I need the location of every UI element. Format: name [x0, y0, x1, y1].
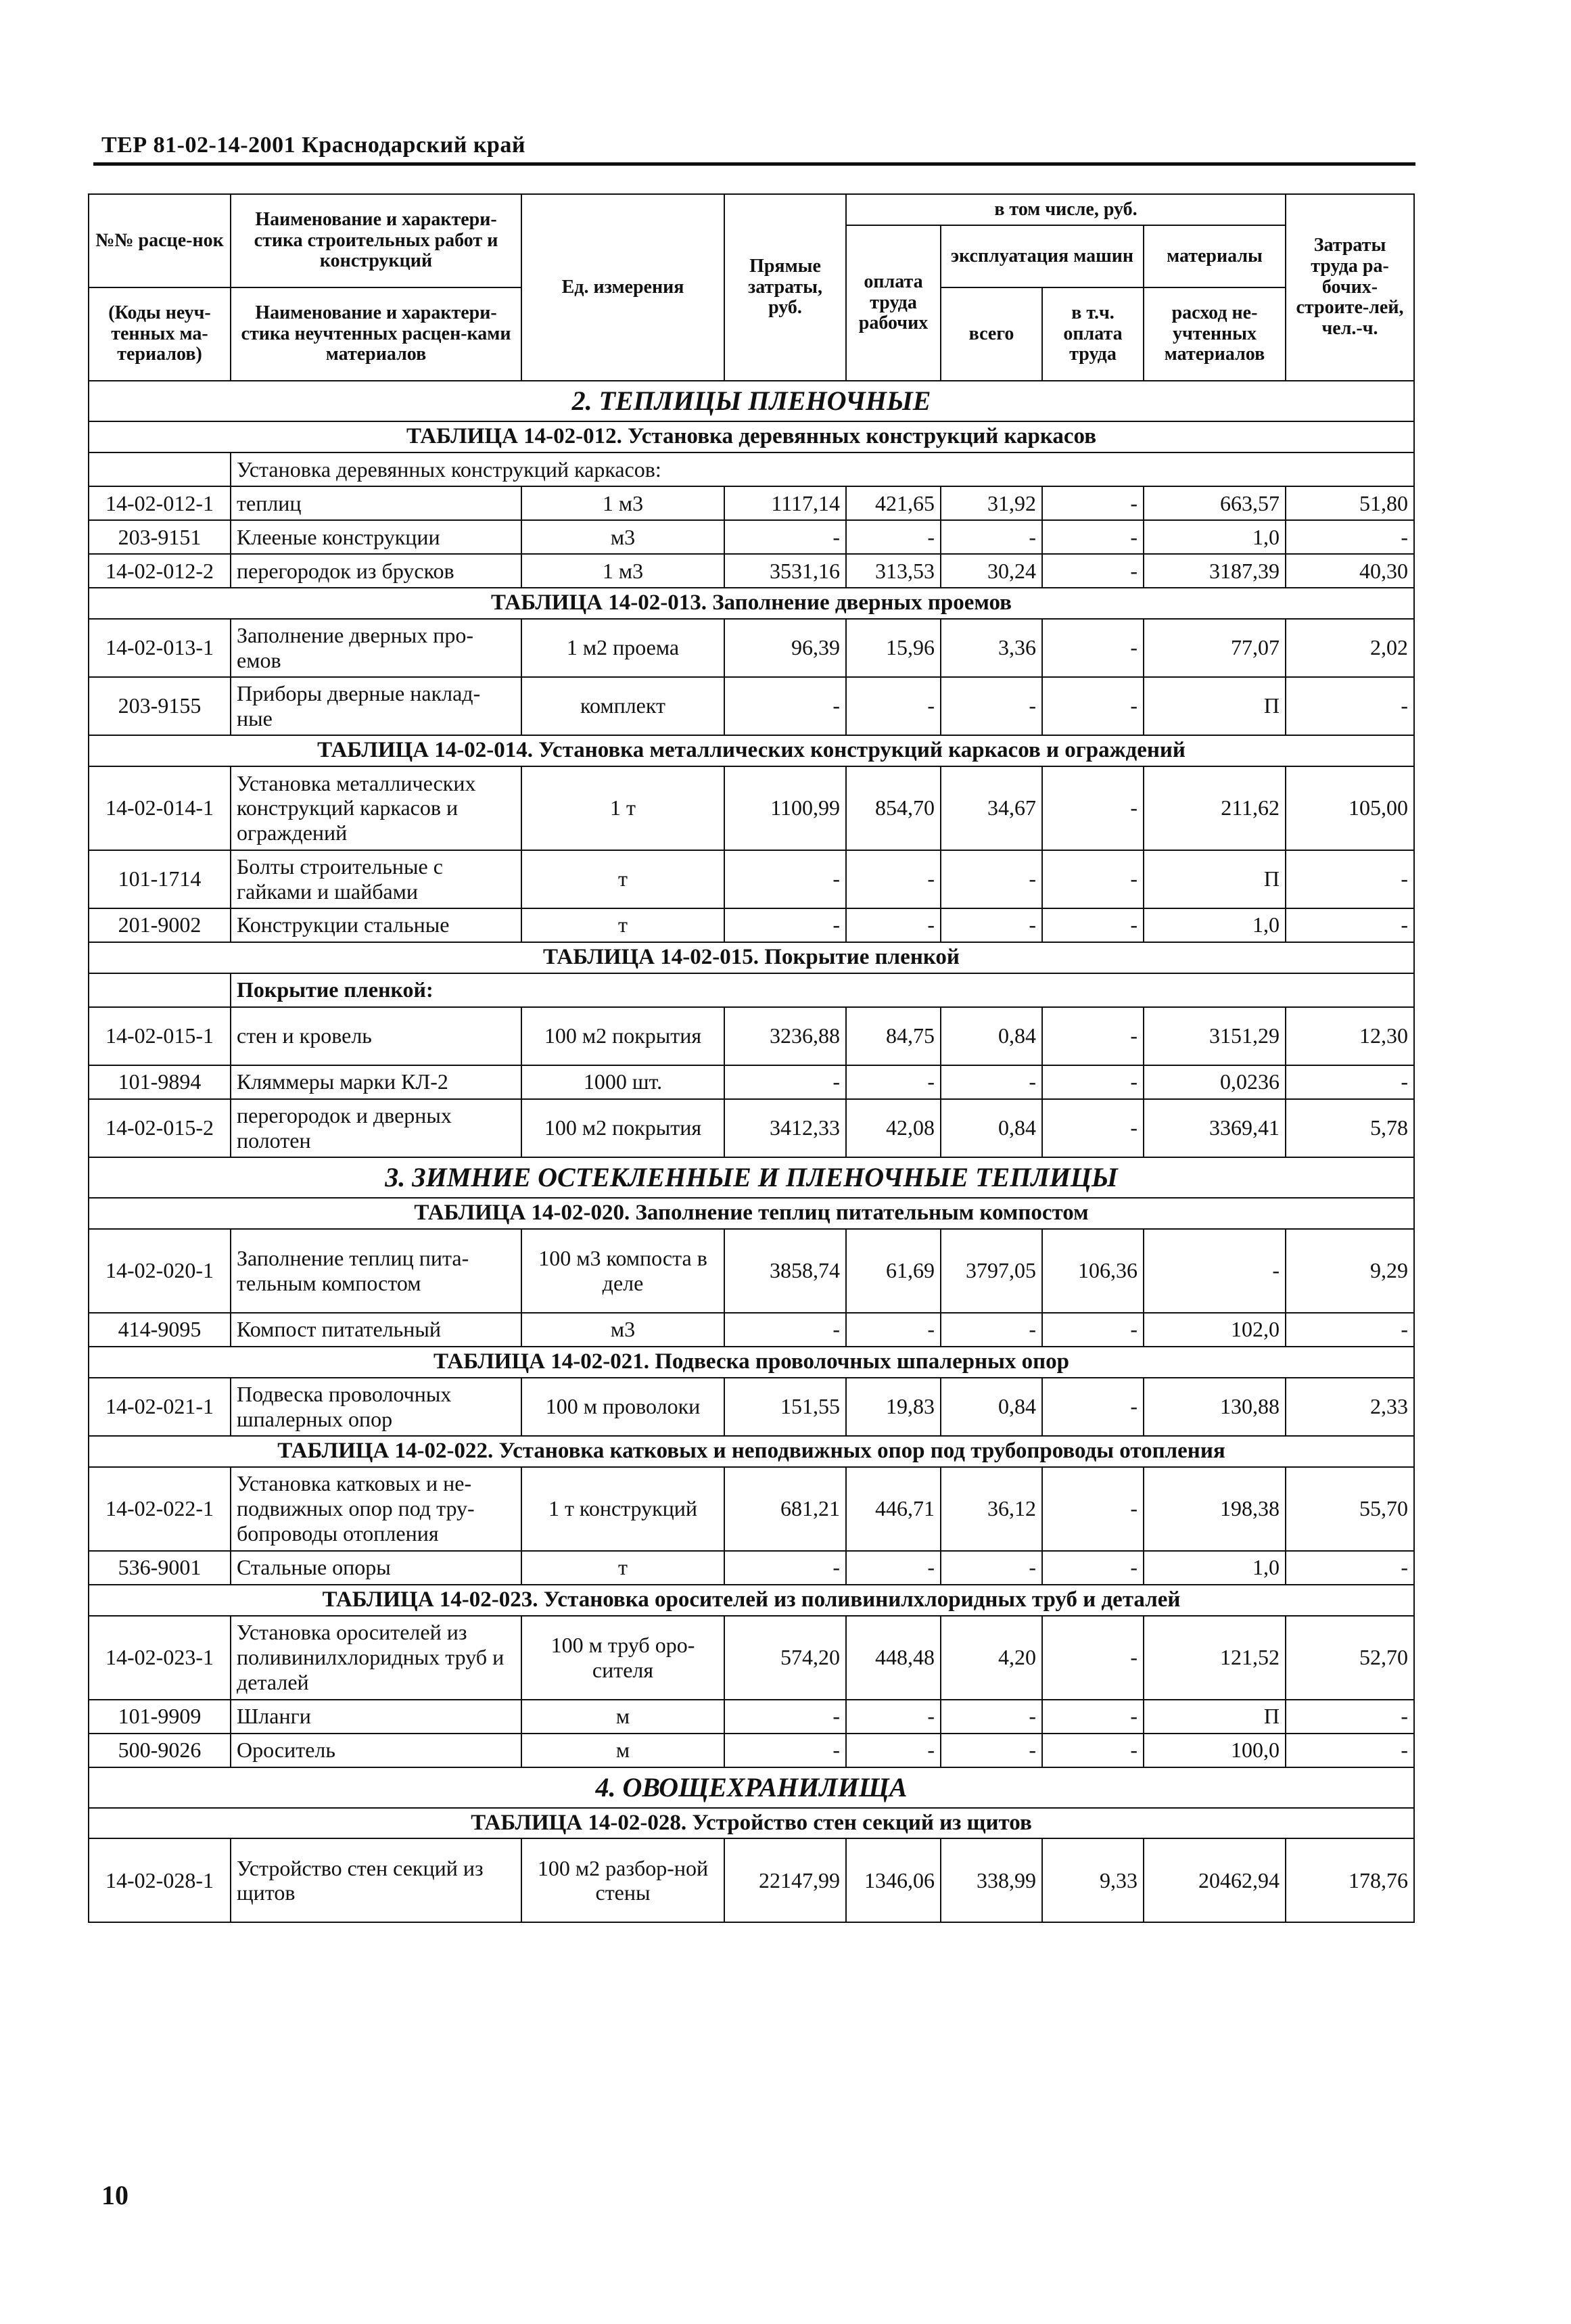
materials-costs: П — [1144, 677, 1286, 735]
table-title-row — [89, 942, 1414, 973]
machine-wage-costs: - — [1042, 677, 1144, 735]
labor-costs: 2,33 — [1286, 1378, 1414, 1436]
wage-costs: - — [846, 1700, 941, 1734]
price-table — [88, 193, 1415, 1923]
direct-costs: 574,20 — [724, 1616, 846, 1700]
table-title-row — [89, 1808, 1414, 1839]
machine-wage-costs: - — [1042, 1467, 1144, 1551]
header-name-top: Наименование и характери-стика строительных работ и конструкций — [231, 194, 521, 287]
rate-code: 500-9026 — [89, 1734, 231, 1767]
materials-costs: 211,62 — [1144, 766, 1286, 850]
unit-of-measure: 100 м проволоки — [521, 1378, 724, 1436]
machine-costs: - — [941, 1700, 1042, 1734]
machine-wage-costs: - — [1042, 486, 1144, 520]
rate-code: 14-02-015-1 — [89, 1007, 231, 1065]
table-row — [89, 1313, 1414, 1347]
labor-costs: 105,00 — [1286, 766, 1414, 850]
labor-costs: 52,70 — [1286, 1616, 1414, 1700]
machine-costs: - — [941, 1551, 1042, 1585]
work-name: Болты строительные с гайками и шайбами — [231, 850, 521, 908]
unit-of-measure: 100 м2 покрытия — [521, 1007, 724, 1065]
rate-code: 414-9095 — [89, 1313, 231, 1347]
labor-costs: - — [1286, 1313, 1414, 1347]
table-title: ТАБЛИЦА 14-02-028. Устройство стен секций из щитов — [89, 1808, 1414, 1839]
wage-costs: 19,83 — [846, 1378, 941, 1436]
direct-costs: 1117,14 — [724, 486, 846, 520]
materials-costs: 3369,41 — [1144, 1099, 1286, 1157]
machine-costs: 36,12 — [941, 1467, 1042, 1551]
table-row — [89, 1065, 1414, 1099]
wage-costs: 61,69 — [846, 1229, 941, 1313]
direct-costs: - — [724, 677, 846, 735]
work-name: Приборы дверные наклад-ные — [231, 677, 521, 735]
table-title: ТАБЛИЦА 14-02-012. Установка деревянных конструкций каркасов — [89, 421, 1414, 452]
labor-costs: 2,02 — [1286, 619, 1414, 677]
labor-costs: - — [1286, 677, 1414, 735]
unit-of-measure: м3 — [521, 1313, 724, 1347]
subheading-text: Установка деревянных конструкций каркасов: — [231, 452, 1414, 486]
machine-costs: - — [941, 677, 1042, 735]
rate-code: 101-1714 — [89, 850, 231, 908]
section-title: 2. ТЕПЛИЦЫ ПЛЕНОЧНЫЕ — [89, 381, 1414, 421]
work-name: Устройство стен секций из щитов — [231, 1838, 521, 1922]
labor-costs: 12,30 — [1286, 1007, 1414, 1065]
work-name: Заполнение дверных про-емов — [231, 619, 521, 677]
table-title-row — [89, 735, 1414, 766]
machine-costs: - — [941, 908, 1042, 942]
unit-of-measure: 100 м2 разбор-ной стены — [521, 1838, 724, 1922]
rate-code: 14-02-012-2 — [89, 554, 231, 588]
direct-costs: 681,21 — [724, 1467, 846, 1551]
table-title: ТАБЛИЦА 14-02-023. Установка оросителей из поливинилхлоридных труб и деталей — [89, 1585, 1414, 1616]
table-title: ТАБЛИЦА 14-02-013. Заполнение дверных проемов — [89, 588, 1414, 619]
machine-wage-costs: - — [1042, 1065, 1144, 1099]
work-name: Компост питательный — [231, 1313, 521, 1347]
work-name: Стальные опоры — [231, 1551, 521, 1585]
work-name: Конструкции стальные — [231, 908, 521, 942]
direct-costs: - — [724, 1551, 846, 1585]
unit-of-measure: т — [521, 850, 724, 908]
table-title: ТАБЛИЦА 14-02-021. Подвеска проволочных шпалерных опор — [89, 1347, 1414, 1378]
rate-code: 203-9155 — [89, 677, 231, 735]
unit-of-measure: комплект — [521, 677, 724, 735]
labor-costs: 9,29 — [1286, 1229, 1414, 1313]
wage-costs: 15,96 — [846, 619, 941, 677]
wage-costs: - — [846, 1313, 941, 1347]
section-row — [89, 1157, 1414, 1198]
rate-code: 14-02-014-1 — [89, 766, 231, 850]
machine-wage-costs: 9,33 — [1042, 1838, 1144, 1922]
machine-wage-costs: - — [1042, 1099, 1144, 1157]
work-name: Установка металлических конструкций каркасов и ограждений — [231, 766, 521, 850]
wage-costs: 446,71 — [846, 1467, 941, 1551]
materials-costs: - — [1144, 1229, 1286, 1313]
rate-code: 101-9909 — [89, 1700, 231, 1734]
machine-costs: - — [941, 850, 1042, 908]
direct-costs: - — [724, 850, 846, 908]
work-name: Кляммеры марки КЛ-2 — [231, 1065, 521, 1099]
materials-costs: 121,52 — [1144, 1616, 1286, 1700]
rate-code: 14-02-021-1 — [89, 1378, 231, 1436]
machine-costs: 34,67 — [941, 766, 1042, 850]
table-row — [89, 1551, 1414, 1585]
labor-costs: 40,30 — [1286, 554, 1414, 588]
wage-costs: 42,08 — [846, 1099, 941, 1157]
rate-code: 14-02-023-1 — [89, 1616, 231, 1700]
header-machines: эксплуатация машин — [941, 225, 1144, 287]
empty-cell — [89, 973, 231, 1007]
empty-cell — [89, 452, 231, 486]
wage-costs: - — [846, 1551, 941, 1585]
table-row — [89, 766, 1414, 850]
wage-costs: - — [846, 677, 941, 735]
table-title: ТАБЛИЦА 14-02-014. Установка металлических конструкций каркасов и ограждений — [89, 735, 1414, 766]
wage-costs: - — [846, 850, 941, 908]
table-title-row — [89, 421, 1414, 452]
wage-costs: - — [846, 1734, 941, 1767]
header-unit: Ед. измерения — [521, 194, 724, 381]
labor-costs: - — [1286, 520, 1414, 554]
work-name: Установка оросителей из поливинилхлоридных труб и деталей — [231, 1616, 521, 1700]
unit-of-measure: т — [521, 908, 724, 942]
table-title: ТАБЛИЦА 14-02-022. Установка катковых и неподвижных опор под трубопроводы отопления — [89, 1436, 1414, 1467]
work-name: теплиц — [231, 486, 521, 520]
section-title: 4. ОВОЩЕХРАНИЛИЩА — [89, 1767, 1414, 1808]
labor-costs: 178,76 — [1286, 1838, 1414, 1922]
direct-costs: - — [724, 1313, 846, 1347]
work-name: Шланги — [231, 1700, 521, 1734]
header-wage: оплата труда рабочих — [846, 225, 941, 381]
labor-costs: - — [1286, 1065, 1414, 1099]
unit-of-measure: 100 м труб оро-сителя — [521, 1616, 724, 1700]
unit-of-measure: 1 т конструкций — [521, 1467, 724, 1551]
unit-of-measure: м3 — [521, 520, 724, 554]
labor-costs: - — [1286, 1734, 1414, 1767]
materials-costs: 0,0236 — [1144, 1065, 1286, 1099]
table-title-row — [89, 588, 1414, 619]
section-title: 3. ЗИМНИЕ ОСТЕКЛЕННЫЕ И ПЛЕНОЧНЫЕ ТЕПЛИЦЫ — [89, 1157, 1414, 1198]
rate-code: 14-02-012-1 — [89, 486, 231, 520]
table-row — [89, 1007, 1414, 1065]
page-number: 10 — [101, 2180, 128, 2210]
table-row — [89, 619, 1414, 677]
direct-costs: - — [724, 520, 846, 554]
machine-costs: 0,84 — [941, 1099, 1042, 1157]
machine-wage-costs: - — [1042, 1700, 1144, 1734]
machine-wage-costs: - — [1042, 1378, 1144, 1436]
direct-costs: 3531,16 — [724, 554, 846, 588]
unit-of-measure: м — [521, 1700, 724, 1734]
unit-of-measure: 1000 шт. — [521, 1065, 724, 1099]
header-labor: Затраты труда ра-бочих-строите-лей, чел.-ч. — [1286, 194, 1414, 381]
table-title-row — [89, 1198, 1414, 1229]
machine-costs: 4,20 — [941, 1616, 1042, 1700]
unit-of-measure: 1 м2 проема — [521, 619, 724, 677]
table-row — [89, 1616, 1414, 1700]
labor-costs: - — [1286, 850, 1414, 908]
materials-costs: П — [1144, 1700, 1286, 1734]
wage-costs: - — [846, 520, 941, 554]
labor-costs: - — [1286, 1700, 1414, 1734]
work-name: Ороситель — [231, 1734, 521, 1767]
unit-of-measure: 1 м3 — [521, 486, 724, 520]
header-including: в том числе, руб. — [846, 194, 1286, 225]
machine-wage-costs: 106,36 — [1042, 1229, 1144, 1313]
direct-costs: 3858,74 — [724, 1229, 846, 1313]
unit-of-measure: 100 м3 компоста в деле — [521, 1229, 724, 1313]
materials-costs: 3187,39 — [1144, 554, 1286, 588]
unit-of-measure: 1 м3 — [521, 554, 724, 588]
header-code-bottom: (Коды неуч-тенных ма-териалов) — [89, 287, 231, 381]
work-name: перегородок из брусков — [231, 554, 521, 588]
machine-costs: - — [941, 520, 1042, 554]
rate-code: 14-02-022-1 — [89, 1467, 231, 1551]
wage-costs: 1346,06 — [846, 1838, 941, 1922]
header-rule — [93, 162, 1415, 166]
materials-costs: П — [1144, 850, 1286, 908]
rate-code: 14-02-013-1 — [89, 619, 231, 677]
materials-costs: 3151,29 — [1144, 1007, 1286, 1065]
table-row — [89, 850, 1414, 908]
subheading-row — [89, 452, 1414, 486]
rate-code: 14-02-020-1 — [89, 1229, 231, 1313]
direct-costs: 22147,99 — [724, 1838, 846, 1922]
labor-costs: 5,78 — [1286, 1099, 1414, 1157]
materials-costs: 100,0 — [1144, 1734, 1286, 1767]
page-header: ТЕР 81-02-14-2001 Краснодарский край — [101, 133, 525, 158]
machine-wage-costs: - — [1042, 908, 1144, 942]
wage-costs: 448,48 — [846, 1616, 941, 1700]
table-title-row — [89, 1347, 1414, 1378]
header-materials: расход не-учтенных материалов — [1144, 287, 1286, 381]
subheading-row — [89, 973, 1414, 1007]
materials-costs: 198,38 — [1144, 1467, 1286, 1551]
table-row — [89, 520, 1414, 554]
work-name: Заполнение теплиц пита-тельным компостом — [231, 1229, 521, 1313]
direct-costs: 3236,88 — [724, 1007, 846, 1065]
machine-wage-costs: - — [1042, 554, 1144, 588]
materials-costs: 1,0 — [1144, 908, 1286, 942]
table-row — [89, 1229, 1414, 1313]
machine-costs: - — [941, 1734, 1042, 1767]
machine-costs: 3,36 — [941, 619, 1042, 677]
table-row — [89, 677, 1414, 735]
table-title-row — [89, 1585, 1414, 1616]
table-title: ТАБЛИЦА 14-02-020. Заполнение теплиц питательным компостом — [89, 1198, 1414, 1229]
table-row — [89, 1700, 1414, 1734]
direct-costs: - — [724, 908, 846, 942]
section-row — [89, 1767, 1414, 1808]
labor-costs: - — [1286, 908, 1414, 942]
rate-code: 201-9002 — [89, 908, 231, 942]
rate-code: 203-9151 — [89, 520, 231, 554]
rate-code: 536-9001 — [89, 1551, 231, 1585]
table-title-row — [89, 1436, 1414, 1467]
unit-of-measure: 100 м2 покрытия — [521, 1099, 724, 1157]
wage-costs: 421,65 — [846, 486, 941, 520]
table-row — [89, 486, 1414, 520]
header-code-top: №№ расце-нок — [89, 194, 231, 287]
subheading-text: Покрытие пленкой: — [231, 973, 1414, 1007]
machine-wage-costs: - — [1042, 1313, 1144, 1347]
machine-costs: - — [941, 1313, 1042, 1347]
table-row — [89, 908, 1414, 942]
work-name: перегородок и дверных полотен — [231, 1099, 521, 1157]
labor-costs: 55,70 — [1286, 1467, 1414, 1551]
table-row — [89, 1099, 1414, 1157]
direct-costs: 3412,33 — [724, 1099, 846, 1157]
table-row — [89, 1734, 1414, 1767]
direct-costs: - — [724, 1065, 846, 1099]
header-machines-total: всего — [941, 287, 1042, 381]
price-table-container — [88, 193, 1413, 1923]
header-name-bottom: Наименование и характери-стика неучтенных расцен-ками материалов — [231, 287, 521, 381]
machine-wage-costs: - — [1042, 766, 1144, 850]
wage-costs: 313,53 — [846, 554, 941, 588]
materials-costs: 102,0 — [1144, 1313, 1286, 1347]
table-row — [89, 1467, 1414, 1551]
work-name: стен и кровель — [231, 1007, 521, 1065]
price-table-body — [89, 381, 1414, 1922]
machine-wage-costs: - — [1042, 619, 1144, 677]
materials-costs: 130,88 — [1144, 1378, 1286, 1436]
wage-costs: - — [846, 1065, 941, 1099]
machine-wage-costs: - — [1042, 1734, 1144, 1767]
header-direct-costs: Прямые затраты, руб. — [724, 194, 846, 381]
labor-costs: - — [1286, 1551, 1414, 1585]
unit-of-measure: т — [521, 1551, 724, 1585]
direct-costs: - — [724, 1700, 846, 1734]
wage-costs: 84,75 — [846, 1007, 941, 1065]
machine-wage-costs: - — [1042, 850, 1144, 908]
work-name: Клееные конструкции — [231, 520, 521, 554]
materials-costs: 20462,94 — [1144, 1838, 1286, 1922]
section-row — [89, 381, 1414, 421]
direct-costs: 1100,99 — [724, 766, 846, 850]
direct-costs: - — [724, 1734, 846, 1767]
header-machines-wage: в т.ч. оплата труда — [1042, 287, 1144, 381]
header-materials-group: материалы — [1144, 225, 1286, 287]
machine-costs: - — [941, 1065, 1042, 1099]
work-name: Подвеска проволочных шпалерных опор — [231, 1378, 521, 1436]
direct-costs: 96,39 — [724, 619, 846, 677]
machine-costs: 0,84 — [941, 1378, 1042, 1436]
work-name: Установка катковых и не-подвижных опор под тру-бопроводы отопления — [231, 1467, 521, 1551]
machine-wage-costs: - — [1042, 1616, 1144, 1700]
direct-costs: 151,55 — [724, 1378, 846, 1436]
machine-costs: 0,84 — [941, 1007, 1042, 1065]
machine-costs: 31,92 — [941, 486, 1042, 520]
machine-costs: 30,24 — [941, 554, 1042, 588]
labor-costs: 51,80 — [1286, 486, 1414, 520]
table-row — [89, 1378, 1414, 1436]
machine-wage-costs: - — [1042, 1007, 1144, 1065]
materials-costs: 77,07 — [1144, 619, 1286, 677]
materials-costs: 1,0 — [1144, 1551, 1286, 1585]
materials-costs: 663,57 — [1144, 486, 1286, 520]
table-row — [89, 1838, 1414, 1922]
machine-wage-costs: - — [1042, 520, 1144, 554]
rate-code: 14-02-015-2 — [89, 1099, 231, 1157]
machine-wage-costs: - — [1042, 1551, 1144, 1585]
table-row — [89, 554, 1414, 588]
unit-of-measure: м — [521, 1734, 724, 1767]
materials-costs: 1,0 — [1144, 520, 1286, 554]
table-title: ТАБЛИЦА 14-02-015. Покрытие пленкой — [89, 942, 1414, 973]
machine-costs: 338,99 — [941, 1838, 1042, 1922]
machine-costs: 3797,05 — [941, 1229, 1042, 1313]
wage-costs: - — [846, 908, 941, 942]
wage-costs: 854,70 — [846, 766, 941, 850]
rate-code: 14-02-028-1 — [89, 1838, 231, 1922]
unit-of-measure: 1 т — [521, 766, 724, 850]
rate-code: 101-9894 — [89, 1065, 231, 1099]
